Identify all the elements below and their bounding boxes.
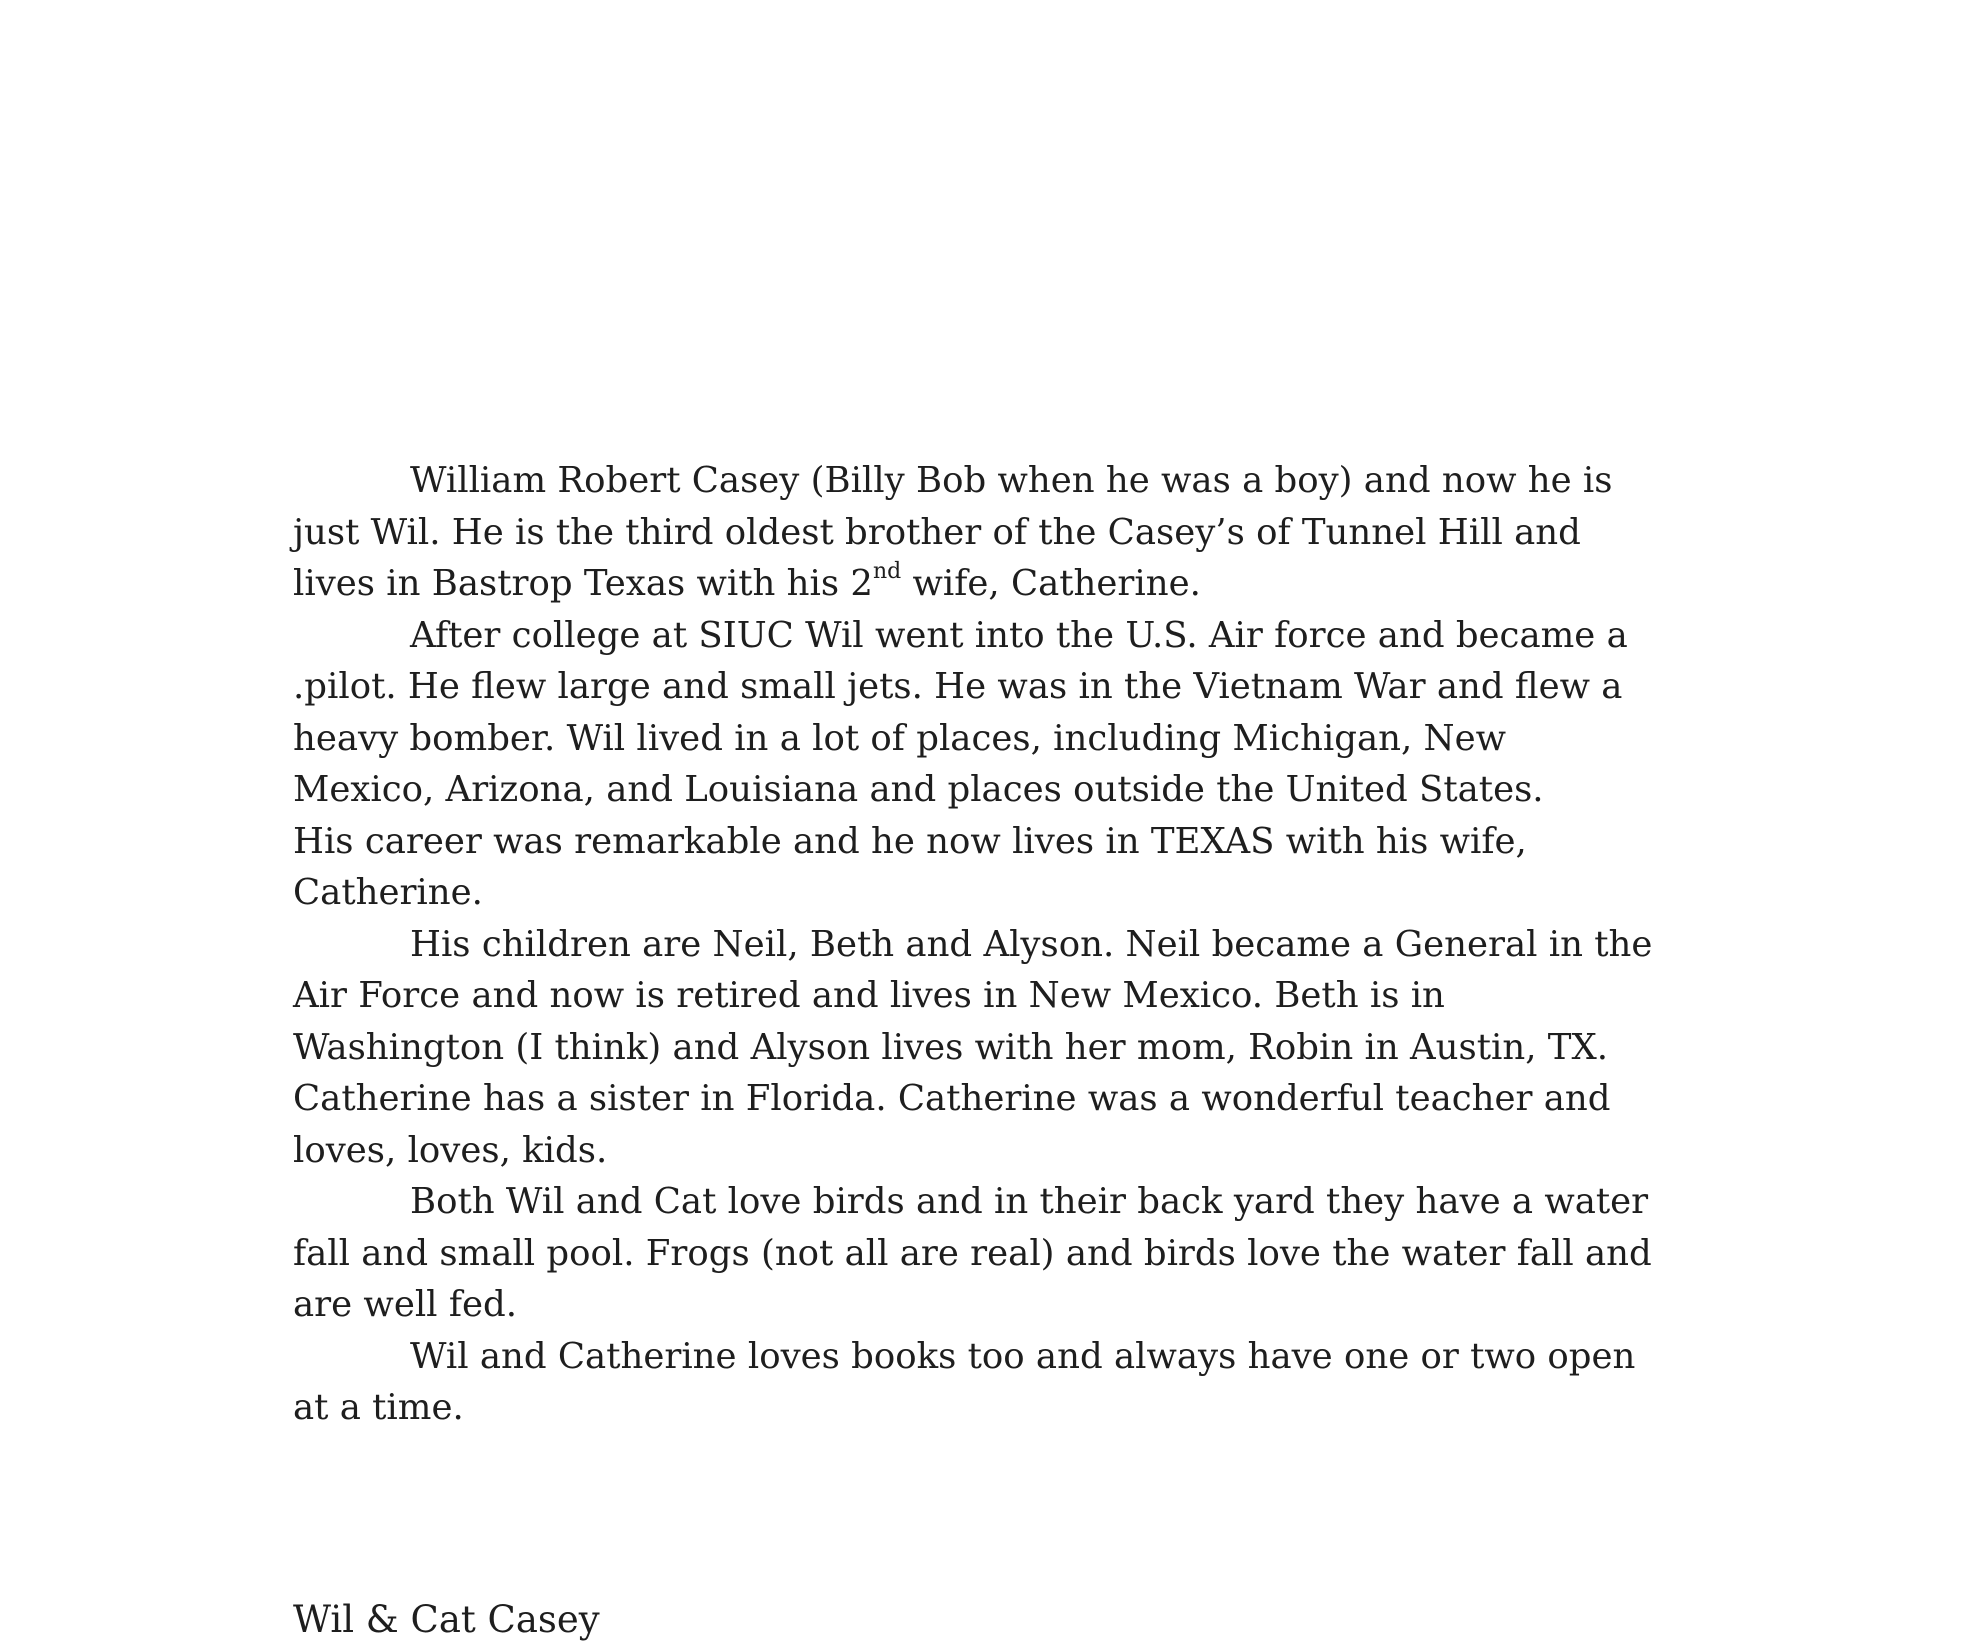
signature-line: Wil & Cat Casey (293, 1598, 600, 1641)
text-line: William Robert Casey (Billy Bob when he was a boy) and now he is (410, 460, 1613, 501)
body-text (293, 455, 1713, 1434)
text-line: Mexico, Arizona, and Louisiana and places outside the United States. (293, 769, 1544, 810)
paragraph-4 (293, 1176, 1713, 1331)
text-line: loves, loves, kids. (293, 1129, 608, 1171)
text-run: wife, Catherine. (901, 563, 1201, 604)
paragraph-2 (293, 610, 1713, 919)
paragraph-3 (293, 919, 1713, 1177)
text-line: His career was remarkable and he now lives in TEXAS with his wife, (293, 820, 1527, 862)
paragraph-5 (293, 1331, 1713, 1434)
text-line: fall and small pool. Frogs (not all are real) and birds love the water fall and (293, 1232, 1652, 1274)
text-line: Both Wil and Cat love birds and in their back yard they have a water (410, 1181, 1649, 1222)
text-line: heavy bomber. Wil lived in a lot of places, including Michigan, New (293, 717, 1506, 759)
paragraph-1 (293, 455, 1713, 610)
text-line: Air Force and now is retired and lives in New Mexico. Beth is in (293, 975, 1445, 1016)
text-line: After college at SIUC Wil went into the U.S. Air force and became a (410, 614, 1628, 656)
text-line: Catherine. (293, 872, 483, 913)
text-line: Catherine has a sister in Florida. Catherine was a wonderful teacher and (293, 1078, 1611, 1119)
text-run: lives in Bastrop Texas with his 2 (293, 563, 873, 604)
text-line (293, 558, 1713, 610)
text-line: Wil and Catherine loves books too and always have one or two open (410, 1335, 1636, 1377)
text-line: .pilot. He flew large and small jets. He was in the Vietnam War and flew a (293, 666, 1623, 707)
text-line: are well fed. (293, 1284, 517, 1325)
text-line: His children are Neil, Beth and Alyson. Neil became a General in the (410, 923, 1653, 965)
text-line: just Wil. He is the third oldest brother of the Casey’s of Tunnel Hill and (293, 511, 1581, 553)
text-line: at a time. (293, 1387, 464, 1428)
ordinal-superscript: nd (872, 559, 902, 585)
text-line: Washington (I think) and Alyson lives with her mom, Robin in Austin, TX. (293, 1026, 1609, 1068)
